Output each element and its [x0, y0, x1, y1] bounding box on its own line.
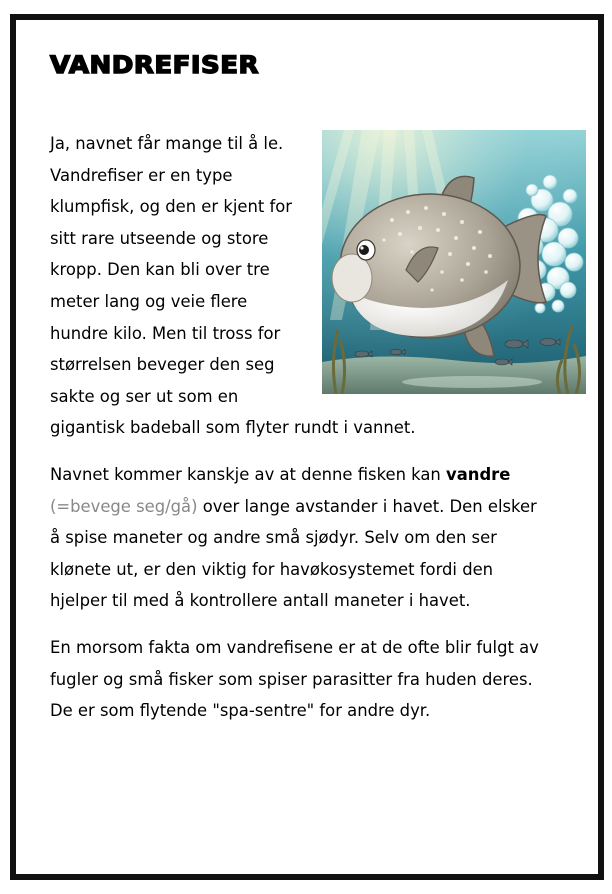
- paragraph-intro: [50, 128, 550, 444]
- text-line: gigantisk badeball som flyter rundt i vannet.: [50, 418, 416, 438]
- text-line: kropp. Den kan bli over tre: [50, 260, 270, 280]
- highlighted-term: vandre: [446, 464, 511, 484]
- paragraph-name-origin: [50, 459, 550, 617]
- text-line: hundre kilo. Men til tross for: [50, 323, 281, 343]
- text-line: Vandrefiser er en type: [50, 165, 233, 185]
- text-line: meter lang og veie flere: [50, 291, 248, 311]
- text-line: sitt rare utseende og store: [50, 228, 269, 248]
- paragraph-fun-fact: En morsom fakta om vandrefisene er at de ofte blir fulgt av fugler og små fisker som spiser parasitter fra huden deres. De er som flytende "spa-sentre" for andre dyr.: [50, 637, 539, 721]
- term-gloss: (=bevege seg/gå): [50, 496, 198, 516]
- article-body: [50, 128, 550, 727]
- text-line: størrelsen beveger den seg: [50, 355, 275, 375]
- paragraph-text: over lange avstander i havet. Den elsker å spise maneter og andre små sjødyr. Selv om den ser klønete ut, er den viktig for havøkosystemet fordi den hjelper til med å kontrollere antall maneter i havet.: [50, 496, 537, 611]
- text-line: Ja, navnet får mange til å le.: [50, 134, 284, 153]
- page-title: VANDREFISER: [50, 52, 260, 80]
- paragraph-text: Navnet kommer kanskje av at denne fisken kan: [50, 464, 447, 484]
- text-line: klumpfisk, og den er kjent for: [50, 197, 293, 217]
- text-line: sakte og ser ut som en: [50, 386, 239, 406]
